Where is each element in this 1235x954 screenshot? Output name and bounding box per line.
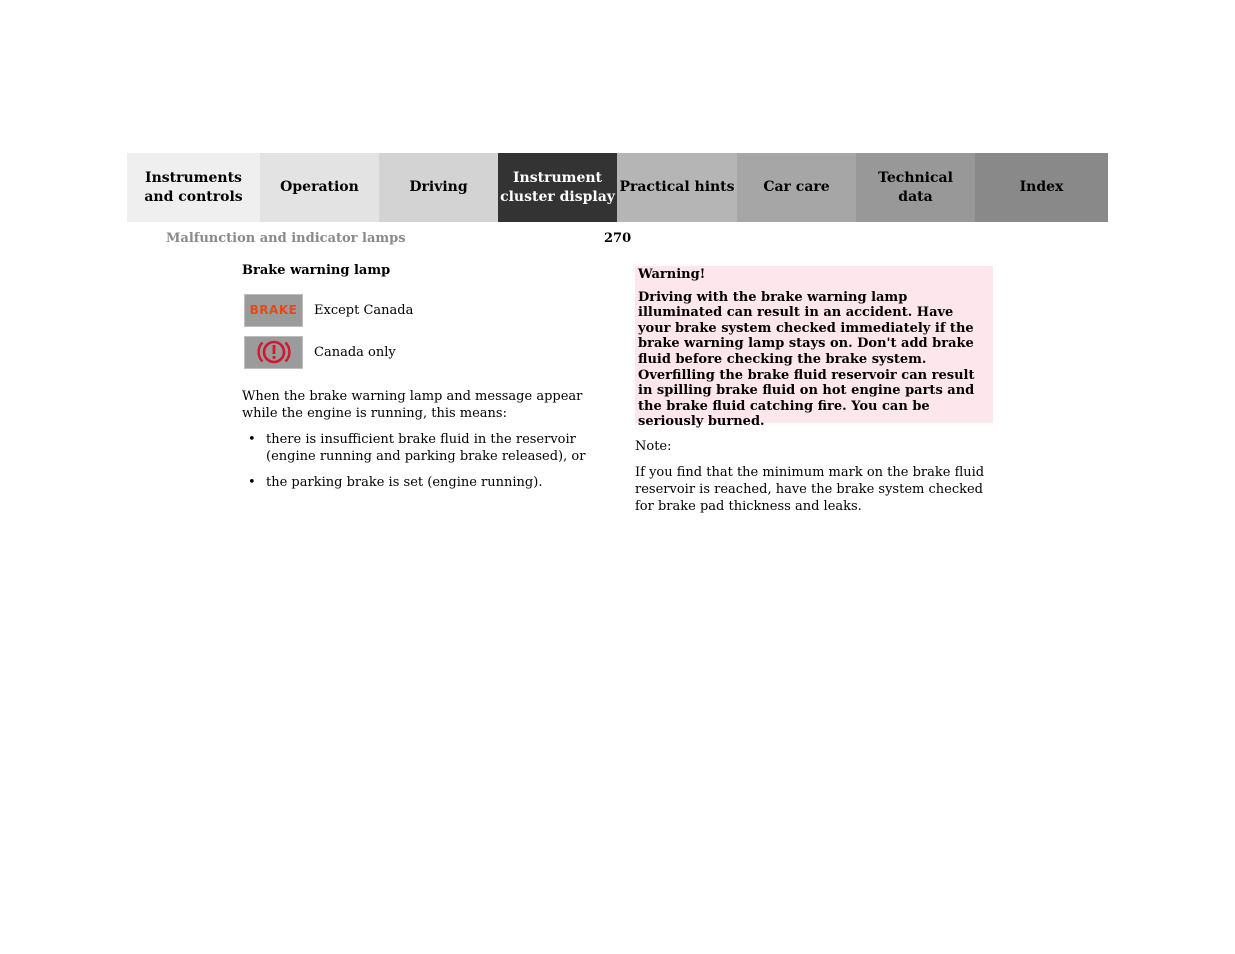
brake-text-lamp-icon — [244, 294, 303, 327]
brake-circle-lamp-icon — [244, 336, 303, 369]
warning-box — [635, 266, 993, 430]
list-item — [242, 474, 592, 491]
brake-circle-symbol-icon — [254, 337, 294, 367]
tab-operation[interactable]: Operation — [260, 153, 379, 222]
warning-text: Driving with the brake warning lamp illuminated can result in an accident. Have your brake system checked immediately if the brake warning lamp stays on. Don't add brake fluid before checking the brake system. Overfilling the brake fluid reservoir can result in spilling brake fluid on hot engine parts and the brake fluid catching fire. You can be seriously burned. — [638, 289, 975, 430]
brake-lamp-text: BRAKE — [249, 302, 298, 317]
section-heading: Malfunction and indicator lamps — [166, 231, 406, 246]
intro-paragraph: When the brake warning lamp and message appear while the engine is running, this means: — [242, 389, 583, 421]
tab-instrument-cluster-display[interactable]: Instrument cluster display — [498, 153, 617, 222]
tab-instruments-and-controls[interactable]: Instruments and controls — [127, 153, 260, 222]
lamp-label: Except Canada — [314, 302, 414, 318]
chapter-tab-bar — [127, 153, 1108, 222]
page-title: Brake warning lamp — [242, 263, 391, 278]
note-text: If you find that the minimum mark on the brake fluid reservoir is reached, have the brake system checked for brake pad thickness and leaks. — [635, 465, 985, 514]
lamp-label: Canada only — [314, 344, 396, 360]
condition-list — [242, 431, 592, 491]
tab-technical-data[interactable]: Technical data — [856, 153, 975, 222]
page-number: 270 — [604, 231, 632, 246]
note-label: Note: — [635, 439, 672, 454]
bullet-icon: • — [248, 432, 256, 447]
list-item-text: there is insufficient brake fluid in the reservoir (engine running and parking brake released), or — [266, 432, 586, 464]
warning-title: Warning! — [638, 267, 706, 282]
lamp-row-canada-only — [242, 335, 592, 369]
lamp-row-except-canada — [242, 293, 592, 327]
tab-car-care[interactable]: Car care — [737, 153, 856, 222]
tab-index[interactable]: Index — [975, 153, 1108, 222]
list-item-text: the parking brake is set (engine running). — [266, 475, 543, 490]
list-item — [242, 431, 592, 465]
left-column — [242, 262, 592, 500]
bullet-icon: • — [248, 475, 256, 490]
tab-practical-hints[interactable]: Practical hints — [617, 153, 737, 222]
tab-driving[interactable]: Driving — [379, 153, 498, 222]
